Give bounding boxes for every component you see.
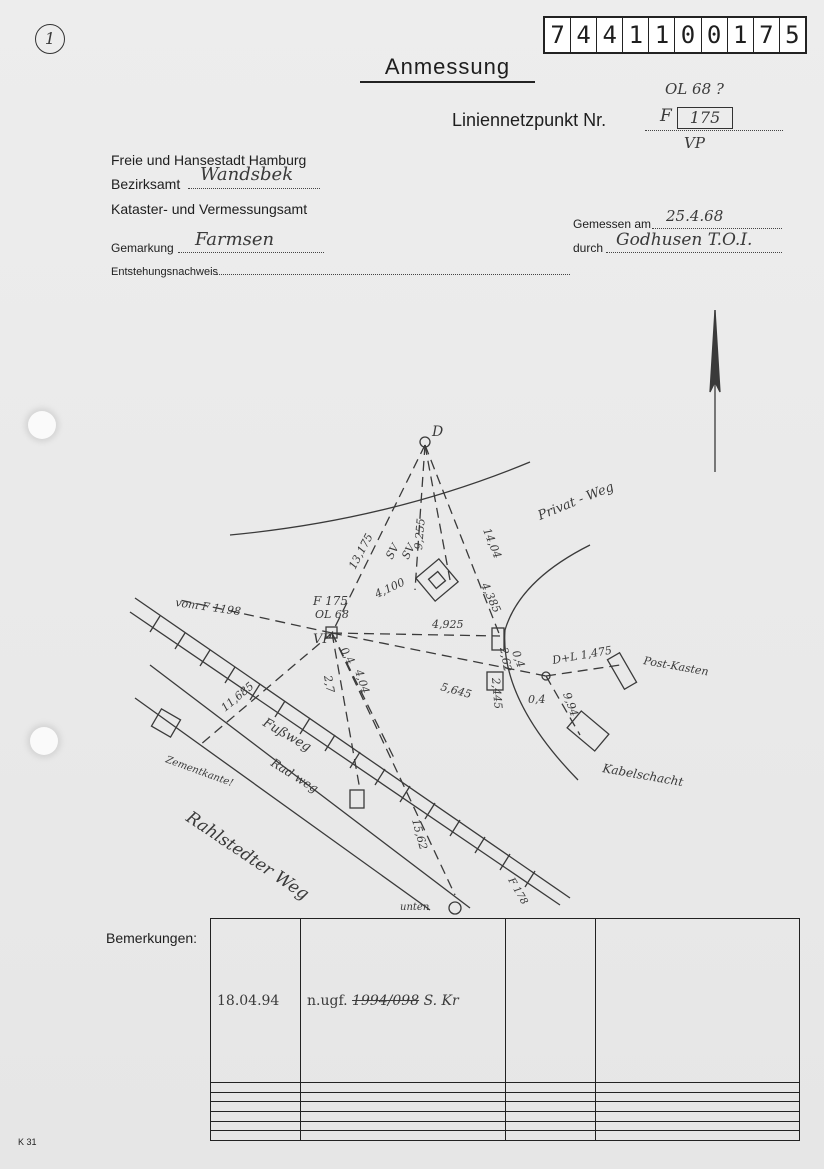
svg-text:4,385: 4,385 [478, 580, 504, 615]
north-arrow-head [710, 310, 720, 392]
table-row [211, 919, 800, 1083]
from-label: vom F 1198 [174, 596, 242, 619]
point-prefix: F [660, 106, 672, 126]
id-digit: 1 [649, 18, 675, 52]
svg-text:SV: SV [399, 541, 418, 562]
point-d-label: D [432, 424, 444, 440]
point-number: 175 [677, 107, 733, 129]
id-digit: 0 [702, 18, 728, 52]
table-row [211, 1112, 800, 1122]
remarks-table [210, 918, 800, 1141]
id-digit: 1 [728, 18, 754, 52]
point-unten-marker [449, 902, 461, 914]
bezirksamt-label: Bezirksamt [111, 176, 181, 192]
svg-text:SV: SV [383, 541, 402, 562]
table-cell [506, 919, 596, 1083]
svg-text:13,175: 13,175 [346, 531, 376, 572]
table-row [211, 1102, 800, 1112]
id-digit: 0 [675, 18, 701, 52]
gemarkung-label: Gemarkung [111, 241, 174, 255]
table-row [211, 1121, 800, 1131]
gemessen-value: 25.4.68 [666, 207, 724, 225]
radweg-label: Rad weg [268, 755, 321, 796]
point-above-note: OL 68 ? [665, 80, 724, 98]
svg-text:14,04: 14,04 [480, 526, 505, 561]
fussweg-label: Fußweg [260, 715, 314, 756]
vp-label-3: VP [313, 632, 332, 647]
id-digit: 1 [623, 18, 649, 52]
svg-text:9,255: 9,255 [412, 517, 428, 551]
svg-text:0,4: 0,4 [509, 648, 528, 670]
id-digit: 7 [545, 18, 571, 52]
svg-text:5,645: 5,645 [439, 680, 474, 702]
page-title: Anmessung [360, 54, 535, 83]
gemessen-label: Gemessen am [573, 217, 652, 231]
point-label: Liniennetzpunkt Nr. [452, 110, 607, 130]
id-digit: 4 [597, 18, 623, 52]
remarks-date: 18.04.94 [211, 919, 301, 1083]
page-number: 1 [35, 24, 65, 54]
table-row [211, 1092, 800, 1102]
durch-value: Godhusen T.O.I. [616, 230, 753, 250]
table-cell [596, 919, 800, 1083]
point-below-note: VP [684, 134, 705, 152]
footer-code: K 31 [18, 1137, 37, 1147]
vp-label-2: OL 68 [315, 608, 349, 621]
svg-text:2,62: 2,62 [497, 646, 515, 673]
remarks-label: Bemerkungen: [106, 930, 198, 946]
svg-text:D+L 1,475: D+L 1,475 [551, 643, 613, 667]
post-kasten-box [607, 653, 636, 689]
table-row [211, 1083, 800, 1093]
privat-weg-edge [230, 462, 530, 535]
bezirksamt-value: Wandsbek [200, 164, 294, 185]
post-kasten-label: Post-Kasten [642, 654, 710, 679]
svg-text:0,4: 0,4 [528, 693, 546, 706]
svg-text:4,100: 4,100 [372, 575, 407, 601]
zement-label: Zementkante! [163, 754, 235, 790]
authority-line3: Kataster- und Vermessungsamt [111, 201, 308, 217]
authority-line1: Freie und Hansestadt Hamburg [111, 152, 307, 168]
svg-text:0,4: 0,4 [337, 645, 358, 667]
id-digit: 5 [785, 21, 800, 49]
kabelschacht-box [567, 711, 609, 751]
svg-text:11,685: 11,685 [218, 679, 257, 715]
remarks-text: n.ugf. [307, 992, 348, 1009]
f178-label: F 178 [505, 876, 530, 907]
gemarkung-value: Farmsen [195, 229, 275, 250]
street-label: Rahlstedter Weg [182, 807, 313, 905]
remarks-struck: 1994/098 [352, 992, 420, 1009]
svg-text:15,62: 15,62 [409, 817, 430, 852]
table-row [211, 1131, 800, 1141]
privat-weg-label: Privat - Weg [535, 479, 617, 524]
pole-box [416, 559, 458, 601]
remarks-signature: S. Kr [423, 992, 459, 1009]
svg-text:4,925: 4,925 [432, 618, 464, 631]
svg-text:9,94: 9,94 [560, 690, 581, 719]
unten-label: unten [400, 902, 430, 913]
svg-text:4,04: 4,04 [352, 667, 373, 696]
entstehung-label: Entstehungsnachweis [111, 266, 219, 278]
svg-text:2,445: 2,445 [489, 677, 505, 710]
durch-label: durch [573, 241, 604, 255]
svg-text:2,7: 2,7 [321, 674, 337, 694]
id-digit: 7 [754, 18, 780, 52]
vp-label-1: F 175 [313, 594, 349, 608]
id-digit: 4 [571, 18, 597, 52]
kabelschacht-label: Kabelschacht [601, 761, 685, 790]
remarks-text-cell [301, 919, 506, 1083]
